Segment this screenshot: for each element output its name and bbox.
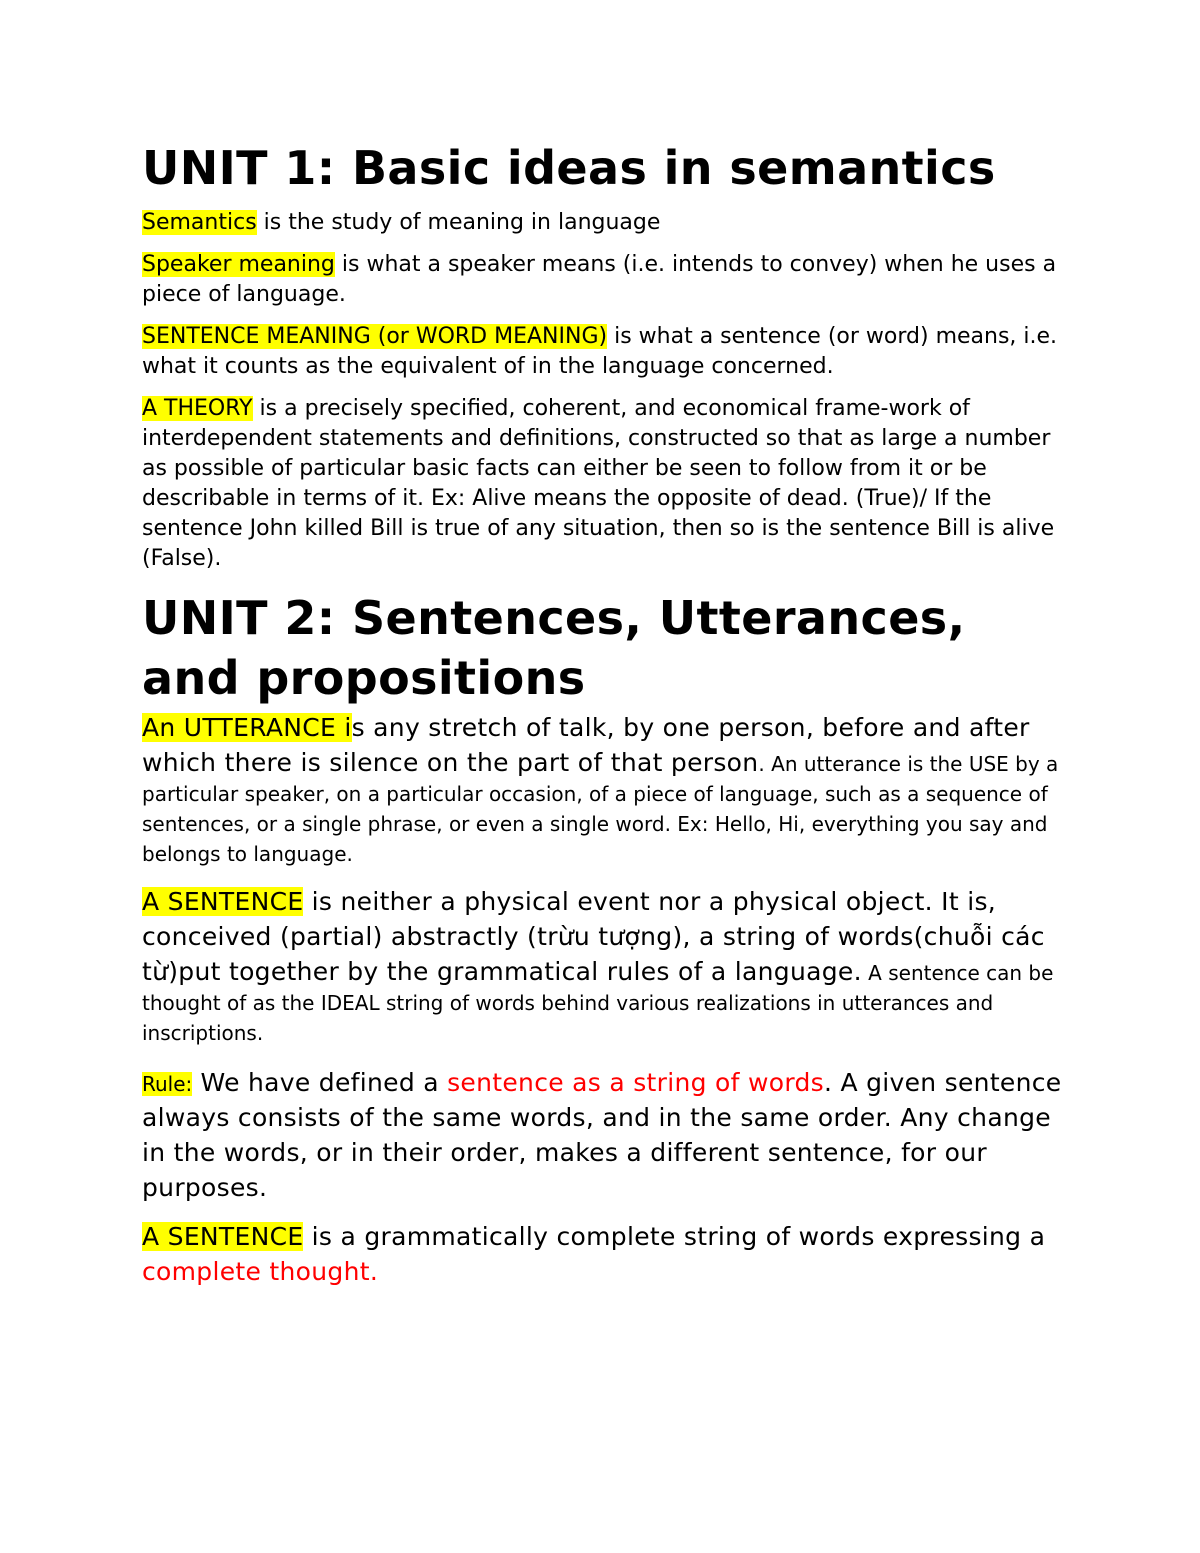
sentence-meaning-text: is what a sentence (or word) means, i.e. what it counts as the equivalent of in the language concerned.: [142, 324, 1058, 379]
document-page: [142, 138, 1062, 1301]
rule-paragraph: [142, 1065, 1062, 1205]
utterance-term: An UTTERANCE i: [142, 713, 352, 742]
sentence-term-2: A SENTENCE: [142, 1222, 304, 1251]
unit1-heading: UNIT 1: Basic ideas in semantics: [142, 141, 996, 195]
speaker-meaning-definition: [142, 250, 1062, 310]
sentence-text-red-2: complete thought.: [142, 1257, 379, 1286]
sentence-text-detail-1: A sentence can be thought of as the IDEAL string of words behind various realizations in utterances and inscriptions.: [142, 961, 1054, 1045]
rule-text-red: sentence as a string of words: [447, 1068, 824, 1097]
theory-term: A THEORY: [142, 396, 253, 421]
semantics-definition: [142, 208, 1062, 238]
utterance-text-detail: . An utterance is the USE by a particular speaker, on a particular occasion, of a piece of language, such as a sequence of sentences, or a single phrase, or even a single word. Ex: Hello, Hi, everything you say and belongs to language.: [142, 752, 1059, 866]
theory-definition: [142, 394, 1062, 574]
speaker-meaning-term: Speaker meaning: [142, 252, 335, 277]
rule-text-b: . A given sentence always consists of the same words, and in the same order. Any change in the words, or in their order, makes a different sentence, for our purposes.: [142, 1068, 1062, 1202]
unit2-heading: UNIT 2: Sentences, Utterances, and propositions: [142, 591, 966, 705]
theory-text: is a precisely specified, coherent, and economical frame-work of interdependent statements and definitions, constructed so that as large a number as possible of particular basic facts can either be seen to follow from it or be describable in terms of it. Ex: Alive means the opposite of dead. (True)/ If the sentence John killed Bill is true of any situation, then so is the sentence Bill is alive (False).: [142, 396, 1055, 571]
utterance-text-main: s any stretch of talk, by one person, before and after which there is silence on the part of that person: [142, 713, 1030, 777]
sentence-definition-1: [142, 884, 1062, 1049]
speaker-meaning-text: is what a speaker means (i.e. intends to convey) when he uses a piece of language.: [142, 252, 1057, 307]
rule-term: Rule:: [142, 1072, 193, 1096]
sentence-meaning-definition: [142, 322, 1062, 382]
semantics-term: Semantics: [142, 210, 257, 235]
sentence-text-2: is a grammatically complete string of words expressing a: [303, 1222, 1046, 1251]
rule-text-a: We have defined a: [192, 1068, 448, 1097]
semantics-text: is the study of meaning in language: [256, 210, 661, 235]
utterance-definition: [142, 710, 1062, 870]
sentence-meaning-term: SENTENCE MEANING (or WORD MEANING): [142, 324, 608, 349]
sentence-term-1: A SENTENCE: [142, 887, 304, 916]
sentence-definition-2: [142, 1219, 1062, 1289]
sentence-text-main-1: is neither a physical event nor a physical object. It is, conceived (partial) abstractly (trừu tượng), a string of words(chuỗi các từ)put together by the grammatical rules of a language.: [142, 887, 1045, 986]
